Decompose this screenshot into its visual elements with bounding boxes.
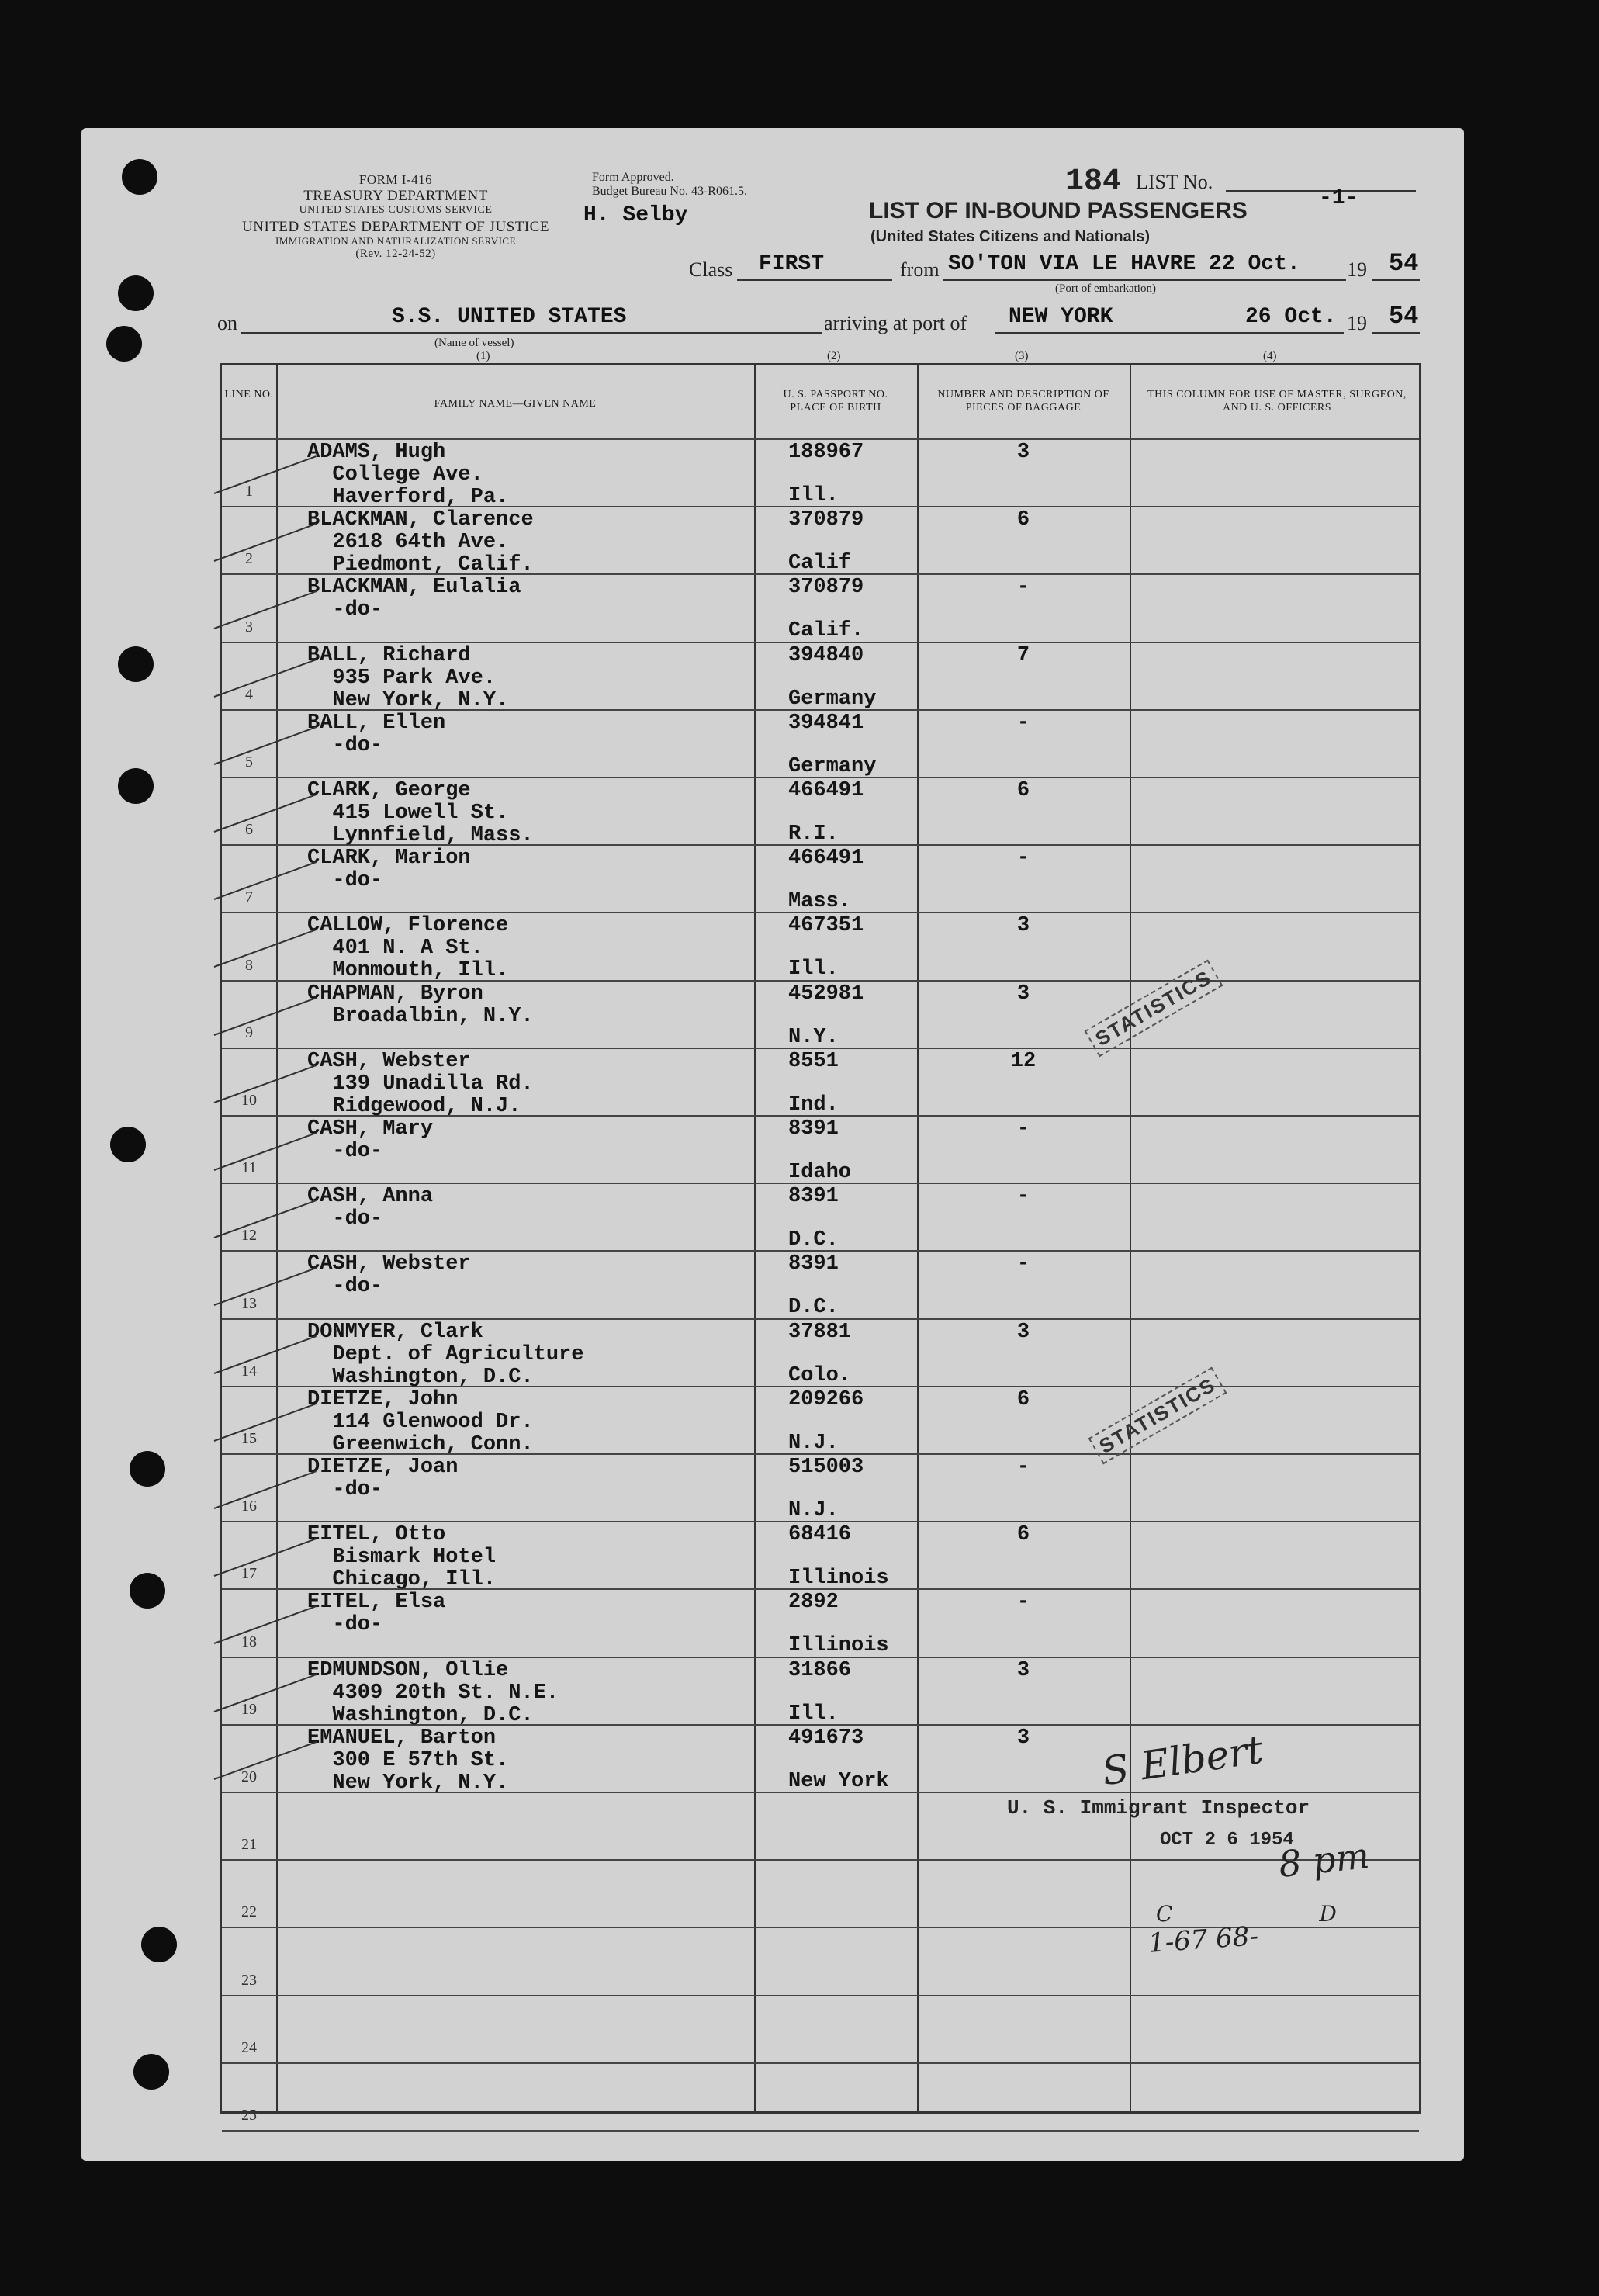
handwritten-letters: C D — [1156, 1901, 1407, 1927]
passport-number: 466491 — [788, 779, 864, 802]
budget-number: Budget Bureau No. 43-R061.5. — [592, 185, 747, 199]
form-subtitle: (United States Citizens and Nationals) — [870, 228, 1151, 245]
passport-number: 8551 — [788, 1049, 839, 1073]
line-number: 14 — [241, 1362, 257, 1380]
baggage-count: - — [1016, 711, 1030, 735]
passenger-name-address: EMANUEL, Barton 300 E 57th St. New York, N.Y. — [307, 1726, 509, 1795]
col-number-2: (2) — [827, 350, 841, 362]
page-number: -1- — [1319, 186, 1358, 210]
arrival-port: NEW YORK — [1009, 305, 1113, 329]
line-number: 15 — [241, 1430, 257, 1447]
col-header-line-no: LINE NO. — [224, 389, 274, 400]
vessel-caption: (Name of vessel) — [434, 337, 514, 349]
passenger-name-address: EITEL, Otto Bismark Hotel Chicago, Ill. — [307, 1523, 497, 1592]
line-number: 3 — [245, 618, 253, 635]
punch-hole — [118, 646, 154, 682]
punch-hole — [118, 768, 154, 804]
baggage-count: 6 — [1016, 779, 1030, 802]
form-approved: Form Approved. — [592, 171, 674, 184]
passport-number: 8391 — [788, 1117, 839, 1141]
passport-number: 31866 — [788, 1658, 852, 1682]
passenger-name-address: BALL, Ellen -do- — [307, 711, 446, 757]
customs-label: UNITED STATES CUSTOMS SERVICE — [299, 204, 493, 216]
departure-year: 54 — [1389, 249, 1419, 278]
year-prefix-2: 19 — [1347, 312, 1367, 334]
col-header-baggage: NUMBER AND DESCRIPTION OF PIECES OF BAGGAGE — [937, 389, 1109, 414]
place-of-birth: Colo. — [788, 1363, 852, 1387]
passenger-name-address: EITEL, Elsa -do- — [307, 1591, 446, 1637]
place-of-birth: New York — [788, 1769, 889, 1793]
place-of-birth: Idaho — [788, 1161, 852, 1184]
passenger-table — [220, 363, 1421, 2124]
line-number: 21 — [241, 1836, 257, 1854]
passenger-name-address: ADAMS, Hugh College Ave. Haverford, Pa. — [307, 441, 509, 509]
place-of-birth: Calif — [788, 552, 852, 576]
line-number: 20 — [241, 1768, 257, 1785]
inspector-signature: S Elbert — [1099, 1726, 1266, 1795]
line-number: 25 — [241, 2107, 257, 2124]
passenger-name-address: CASH, Anna -do- — [307, 1185, 434, 1231]
port-caption: (Port of embarkation) — [1055, 282, 1156, 295]
baggage-count: - — [1016, 1252, 1030, 1276]
line-number: 18 — [241, 1633, 257, 1650]
class-label: Class — [689, 258, 733, 281]
line-number: 8 — [245, 956, 253, 974]
arrival-line — [995, 332, 1344, 334]
line-number: 4 — [245, 685, 253, 703]
col-number-4: (4) — [1263, 350, 1277, 362]
punch-hole — [141, 1927, 177, 1962]
passport-number: 491673 — [788, 1726, 864, 1750]
place-of-birth: D.C. — [788, 1296, 839, 1320]
passport-number: 394841 — [788, 711, 864, 735]
passport-number: 370879 — [788, 576, 864, 600]
from-label: from — [900, 258, 940, 281]
line-number: 7 — [245, 888, 253, 906]
baggage-count: - — [1016, 1185, 1030, 1209]
baggage-count: - — [1016, 847, 1030, 871]
passport-number: 37881 — [788, 1320, 852, 1344]
punch-hole — [118, 275, 154, 311]
agency-block — [264, 172, 528, 216]
arrival-date: 26 Oct. — [1245, 305, 1337, 329]
class-line — [737, 279, 892, 281]
place-of-birth: Calif. — [788, 619, 864, 643]
punch-hole — [122, 159, 157, 195]
passenger-name-address: BLACKMAN, Eulalia -do- — [307, 576, 521, 622]
passenger-name-address: EDMUNDSON, Ollie 4309 20th St. N.E. Washington, D.C. — [307, 1658, 559, 1727]
place-of-birth: Ill. — [788, 958, 839, 982]
list-number: 184 — [1065, 164, 1122, 199]
line-number: 10 — [241, 1092, 257, 1109]
col-divider — [917, 365, 919, 2111]
baggage-count: 3 — [1016, 441, 1030, 464]
col-divider — [1130, 365, 1131, 2111]
passenger-name-address: CASH, Mary -do- — [307, 1117, 434, 1163]
form-number: FORM I-416 — [358, 172, 433, 187]
line-number: 5 — [245, 753, 253, 771]
col-header-officers: THIS COLUMN FOR USE OF MASTER, SURGEON, AND U. S. OFFICERS — [1147, 389, 1407, 414]
treasury-label: TREASURY DEPARTMENT — [303, 187, 488, 204]
typist-name: H. Selby — [583, 203, 688, 227]
baggage-count: 3 — [1016, 1658, 1030, 1682]
year-line — [1372, 279, 1420, 281]
baggage-count: 12 — [1010, 1049, 1037, 1073]
passenger-name-address: BALL, Richard 935 Park Ave. New York, N.Y. — [307, 643, 509, 712]
ins-label: IMMIGRATION AND NATURALIZATION SERVICE — [275, 234, 517, 247]
passport-number: 467351 — [788, 914, 864, 938]
passport-number: 188967 — [788, 441, 864, 464]
punch-hole — [133, 2054, 169, 2090]
passenger-name-address: CASH, Webster -do- — [307, 1252, 471, 1299]
passport-number: 515003 — [788, 1456, 864, 1479]
year-prefix: 19 — [1347, 258, 1367, 281]
inspector-initials: 8 pm — [1276, 1834, 1372, 1886]
place-of-birth: N.Y. — [788, 1025, 839, 1049]
line-number: 12 — [241, 1227, 257, 1245]
statistics-stamp: STATISTICS — [1088, 1367, 1227, 1465]
baggage-count: - — [1016, 1591, 1030, 1615]
header-divider — [222, 438, 1419, 440]
passenger-name-address: CLARK, Marion -do- — [307, 847, 471, 893]
passport-number: 394840 — [788, 643, 864, 667]
line-number: 16 — [241, 1498, 257, 1515]
baggage-count: - — [1016, 1456, 1030, 1479]
baggage-count: 6 — [1016, 1387, 1030, 1411]
col-number-3: (3) — [1015, 350, 1029, 362]
line-number: 22 — [241, 1903, 257, 1921]
row-divider — [222, 2130, 1419, 2132]
vessel-name: S.S. UNITED STATES — [392, 305, 627, 329]
handwritten-note: 1-67 68- — [1147, 1920, 1260, 1959]
year-line-2 — [1372, 332, 1420, 334]
passport-number: 370879 — [788, 508, 864, 532]
col-header-passport: U. S. PASSPORT NO. PLACE OF BIRTH — [783, 389, 888, 414]
baggage-count: 3 — [1016, 982, 1030, 1006]
baggage-count: 3 — [1016, 914, 1030, 938]
baggage-count: - — [1016, 1117, 1030, 1141]
punch-hole — [130, 1573, 165, 1609]
passport-number: 8391 — [788, 1252, 839, 1276]
place-of-birth: R.I. — [788, 822, 839, 846]
line-number: 9 — [245, 1023, 253, 1041]
place-of-birth: Illinois — [788, 1567, 889, 1591]
form-title: LIST OF IN-BOUND PASSENGERS — [869, 198, 1248, 223]
row-divider — [222, 1995, 1419, 1996]
place-of-birth: Ind. — [788, 1093, 839, 1117]
passenger-name-address: CHAPMAN, Byron Broadalbin, N.Y. — [307, 982, 534, 1028]
place-of-birth: Mass. — [788, 890, 852, 914]
baggage-count: 3 — [1016, 1726, 1030, 1750]
place-of-birth: N.J. — [788, 1431, 839, 1455]
baggage-count: 3 — [1016, 1320, 1030, 1344]
approval-block — [592, 171, 747, 199]
inspector-title: U. S. Immigrant Inspector — [1007, 1796, 1310, 1820]
passport-number: 2892 — [788, 1591, 839, 1615]
passport-number: 452981 — [788, 982, 864, 1006]
line-number: 13 — [241, 1294, 257, 1312]
line-number: 1 — [245, 483, 253, 500]
punch-hole — [130, 1451, 165, 1487]
line-number: 2 — [245, 550, 253, 568]
place-of-birth: Ill. — [788, 484, 839, 507]
arriving-label: arriving at port of — [824, 312, 967, 334]
passport-number: 209266 — [788, 1387, 864, 1411]
vessel-line — [241, 332, 822, 334]
place-of-birth: D.C. — [788, 1228, 839, 1252]
line-number: 24 — [241, 2038, 257, 2056]
inspection-date: OCT 2 6 1954 — [1160, 1830, 1294, 1851]
passenger-name-address: CALLOW, Florence 401 N. A St. Monmouth, Ill. — [307, 914, 509, 983]
place-of-birth: Germany — [788, 687, 877, 711]
place-of-birth: N.J. — [788, 1499, 839, 1522]
baggage-count: 7 — [1016, 643, 1030, 667]
row-divider — [222, 1859, 1419, 1861]
line-number: 6 — [245, 821, 253, 839]
punch-hole — [106, 326, 142, 362]
justice-label: UNITED STATES DEPARTMENT OF JUSTICE — [242, 219, 549, 235]
revision-label: (Rev. 12-24-52) — [355, 247, 436, 260]
passport-number: 68416 — [788, 1523, 852, 1547]
from-line — [943, 279, 1346, 281]
passport-number: 8391 — [788, 1185, 839, 1209]
baggage-count: 6 — [1016, 1523, 1030, 1547]
on-label: on — [217, 312, 237, 334]
passenger-name-address: DIETZE, Joan -do- — [307, 1456, 459, 1501]
statistics-stamp: STATISTICS — [1085, 960, 1223, 1058]
line-number: 17 — [241, 1565, 257, 1583]
col-divider — [276, 365, 278, 2111]
passenger-name-address: DIETZE, John 114 Glenwood Dr. Greenwich, Conn. — [307, 1387, 534, 1456]
line-number: 11 — [241, 1159, 257, 1177]
arrival-year: 54 — [1389, 302, 1419, 331]
baggage-count: - — [1016, 576, 1030, 600]
col-header-name: FAMILY NAME—GIVEN NAME — [434, 398, 597, 410]
place-of-birth: Ill. — [788, 1702, 839, 1726]
punch-hole — [110, 1127, 146, 1162]
place-of-birth: Germany — [788, 754, 877, 778]
place-of-birth: Illinois — [788, 1634, 889, 1658]
port-of-embarkation: SO'TON VIA LE HAVRE 22 Oct. — [948, 252, 1300, 276]
passport-number: 466491 — [788, 847, 864, 871]
line-number: 19 — [241, 1700, 257, 1718]
col-divider — [754, 365, 756, 2111]
passenger-name-address: BLACKMAN, Clarence 2618 64th Ave. Piedmont, Calif. — [307, 508, 534, 577]
list-no-label: LIST No. — [1136, 171, 1213, 193]
passenger-name-address: CLARK, George 415 Lowell St. Lynnfield, Mass. — [307, 779, 534, 847]
row-divider — [222, 2062, 1419, 2064]
baggage-count: 6 — [1016, 508, 1030, 532]
passenger-name-address: CASH, Webster 139 Unadilla Rd. Ridgewood, N.J. — [307, 1049, 534, 1118]
passenger-name-address: DONMYER, Clark Dept. of Agriculture Washington, D.C. — [307, 1320, 584, 1389]
col-number-1: (1) — [476, 350, 490, 362]
line-number: 23 — [241, 1971, 257, 1989]
justice-block — [217, 219, 574, 261]
class-value: FIRST — [759, 252, 825, 276]
